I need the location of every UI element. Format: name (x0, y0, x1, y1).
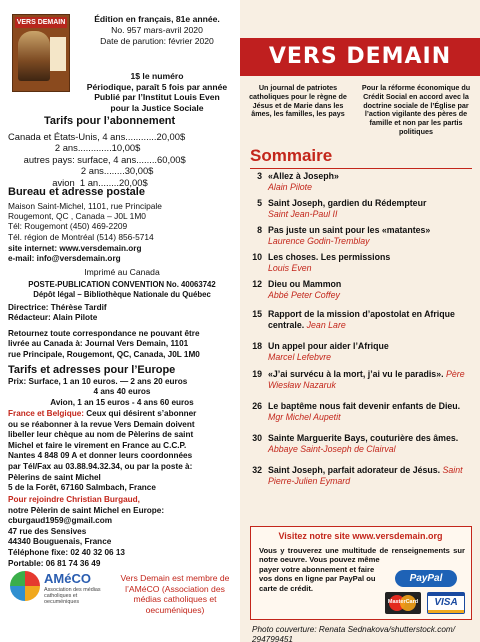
editor-line: Rédacteur: Alain Pilote (8, 313, 98, 323)
contact-lead: Pour rejoindre Christian Burgaud, (8, 495, 140, 504)
toc-author: Saint Pierre-Julien Eymard (268, 465, 463, 486)
price-info (82, 71, 232, 113)
france-line: Michel et faire le virement en France au C.C.P. (8, 440, 187, 450)
visit-site-title[interactable]: Visitez notre site www.versdemain.org (278, 531, 443, 541)
tarif-row: autres pays: surface, 4 ans........60,00$ (8, 153, 186, 165)
tarif-row: Canada et États-Unis, 4 ans............20,00$ (8, 131, 186, 142)
issue-number: No. 957 mars-avril 2020 (111, 24, 203, 35)
staff-info (8, 303, 107, 324)
return-line: Retournez toute correspondance ne pouvant être (8, 329, 200, 338)
europe-price-line: 4 ans 40 euros (93, 387, 151, 397)
toc-title: Dieu ou Mammon (268, 279, 342, 289)
toc-page: 18 (252, 341, 262, 351)
toc-author: Marcel Lefebvre (268, 351, 332, 362)
toc-author: Abbaye Saint-Joseph de Clairval (268, 443, 396, 454)
toc-page: 12 (252, 279, 262, 289)
contact-line: 47 rue des Sensives (8, 526, 87, 536)
toc-page: 30 (252, 433, 262, 443)
issue-edition: Édition en français, 81e année. (94, 14, 220, 24)
france-lead: France et Belgique: (8, 409, 84, 418)
frequency-line: Périodique, paraît 5 fois par année (86, 81, 228, 92)
legal-deposit: Dépôt légal – Bibliothèque Nationale du Québec (33, 289, 211, 299)
ameco-subtitle: Association des médias catholiques et oecuméniques (44, 587, 101, 606)
europe-contact (8, 495, 240, 569)
bureau-address (8, 201, 236, 242)
toc-title: Pas juste un saint pour les «matantes» (268, 225, 431, 235)
visa-logo: VISA (427, 592, 465, 614)
sommaire-divider (250, 168, 472, 169)
toc-title: Rapport de la mission d’apostolat en Afrique centrale. (268, 309, 455, 330)
address-line: Rougemont, QC , Canada – J0L 1M0 (8, 211, 146, 222)
toc-page: 26 (252, 401, 262, 411)
contact-phone: Téléphone fixe: 02 40 32 06 13 (8, 547, 125, 557)
toc-title: Un appel pour aider l’Afrique (268, 341, 389, 351)
france-line: 5 de la Forêt, 67160 Salmbach, France (8, 483, 156, 493)
toc-author: Louis Even (268, 262, 312, 273)
ameco-membership: Vers Demain est membre de l’AMéCO (Association des médias catholiques et oecuméniques) (120, 573, 230, 615)
return-address (8, 329, 238, 360)
address-line: Maison Saint-Michel, 1101, rue Principale (8, 201, 162, 211)
masthead-title: VERS DEMAIN (268, 44, 452, 69)
toc-title: Saint Joseph, gardien du Rédempteur (268, 198, 427, 208)
publisher-line: Publié par l’Institut Louis Even (94, 92, 220, 103)
toc-author: Saint Jean-Paul II (268, 208, 338, 219)
europe-price-line: Prix: Surface, 1 an 10 euros. — 2 ans 20 euros (8, 377, 188, 386)
toc-page: 8 (257, 225, 262, 235)
phone-line: Tél. région de Montréal (514) 856-5714 (8, 231, 154, 242)
toc-page: 19 (252, 369, 262, 379)
tarif-row: avion 1 an........20,00$ (8, 176, 148, 188)
toc-author: Père Wiesław Nazaruk (268, 369, 465, 390)
toc-title: Sainte Marguerite Bays, couturière des âmes. (268, 433, 459, 443)
tarifs-heading: Tarifs pour l’abonnement (44, 115, 176, 127)
payment-logos (385, 570, 469, 616)
contact-mobile: Portable: 06 81 74 36 49 (8, 558, 101, 568)
europe-price-line: Avion, 1 an 15 euros - 4 ans 60 euros (50, 397, 194, 407)
bureau-heading: Bureau et adresse postale (8, 186, 145, 198)
mastercard-label: MasterCard (387, 599, 419, 605)
france-line: Pèlerins de saint Michel (8, 472, 101, 482)
sommaire-heading: Sommaire (250, 146, 333, 165)
toc-page: 15 (252, 309, 262, 319)
ameco-name: AMéCO (44, 571, 91, 586)
contact-line: notre Pèlerin de saint Michel en Europe: (8, 505, 165, 515)
return-line: livrée au Canada à: Journal Vers Demain, 1101 (8, 339, 189, 349)
paypal-logo: PayPal (395, 570, 457, 587)
ameco-logo (8, 569, 104, 605)
toc-author: Abbé Peter Coffey (268, 289, 340, 300)
toc-page: 32 (252, 465, 262, 475)
toc-title: Le baptême nous fait devenir enfants de Dieu. (268, 401, 461, 411)
toc-author: Laurence Godin-Tremblay (268, 235, 370, 246)
postal-convention: POSTE-PUBLICATION CONVENTION No. 40063742 (28, 280, 216, 289)
toc-author: Alain Pilote (268, 181, 313, 192)
visit-site-text: Vous y trouverez une multitude de renseignements sur notre oeuvre. Vous pouvez même (259, 546, 465, 565)
contact-email[interactable]: cburgaud1959@gmail.com (8, 516, 112, 526)
return-line: rue Principale, Rougemont, QC, Canada, J0L 1M0 (8, 349, 200, 359)
toc-page: 10 (252, 252, 262, 262)
web-contacts (8, 244, 141, 264)
contents-column (240, 0, 480, 642)
france-text: Ceux qui désirent s’abonner (83, 409, 197, 418)
toc-page: 5 (257, 198, 262, 208)
toc-page: 3 (257, 171, 262, 181)
tagline-right: Pour la réforme économique du Crédit Social en accord avec la doctrine sociale de l’Église par l’action vigilante des pères de famille et non par les partis politiques (361, 83, 471, 136)
cover-thumbnail (12, 14, 70, 92)
postal-info (8, 280, 236, 300)
europe-heading: Tarifs et adresses pour l’Europe (8, 364, 176, 376)
france-line: par Tél/Fax au 03.88.94.32.34, ou par la poste à: (8, 461, 193, 471)
visit-site-text-2: payer votre abonnement et faire vos dons en ligne par PayPal ou carte de crédit. (259, 565, 376, 593)
price-line: 1$ le numéro (130, 71, 184, 81)
france-belgium-info (8, 409, 240, 494)
cover-side-panel (50, 37, 66, 71)
mastercard-logo (385, 592, 421, 614)
phone-line: Tél: Rougemont (450) 469-2209 (8, 221, 128, 232)
toc-title: «Allez à Joseph» (268, 171, 339, 181)
ameco-emblem-icon (10, 571, 40, 601)
tarif-row: 2 ans.............10,00$ (8, 142, 141, 154)
toc-author: Jean Lare (306, 319, 346, 330)
email-link[interactable]: e-mail: info@versdemain.org (8, 254, 121, 264)
photo-credit: Photo couverture: Renata Sednakova/shutterstock.com/ 294799451 (252, 625, 455, 642)
toc-author: Mgr Michel Aupetit (268, 411, 341, 422)
france-line: Nantes 4 848 09 A et donner leurs coordonnées (8, 451, 193, 461)
cover-title: VERS DEMAIN (16, 19, 66, 26)
issue-date: Date de parution: février 2020 (100, 35, 214, 46)
director-line: Directrice: Thérèse Tardif (8, 303, 107, 312)
france-line: libeller leur chèque au nom de Pèlerins de saint (8, 430, 194, 440)
tagline-left: Un journal de patriotes catholiques pour le règne de Jésus et de Marie dans les âmes, les familles, les pays (249, 83, 347, 119)
toc-title: Les choses. Les permissions (268, 252, 391, 262)
website-link[interactable]: site internet: www.versdemain.org (8, 244, 142, 253)
visit-site-box (250, 526, 472, 620)
publisher-line-2: pour la Justice Sociale (110, 102, 204, 113)
tarifs-table (8, 131, 236, 188)
tarif-row: 2 ans........30,00$ (8, 165, 154, 177)
issue-info (82, 14, 232, 46)
europe-prices (8, 377, 236, 408)
printed-in: Imprimé au Canada (84, 267, 160, 277)
toc-title: «J’ai survécu à la mort, j’ai vu le paradis». (268, 369, 444, 379)
cover-art-image (18, 31, 50, 81)
contact-line: 44340 Bouguenais, France (8, 537, 112, 547)
france-line: ou se réabonner à la revue Vers Demain doivent (8, 419, 195, 429)
toc-title: Saint Joseph, parfait adorateur de Jésus. (268, 465, 441, 475)
